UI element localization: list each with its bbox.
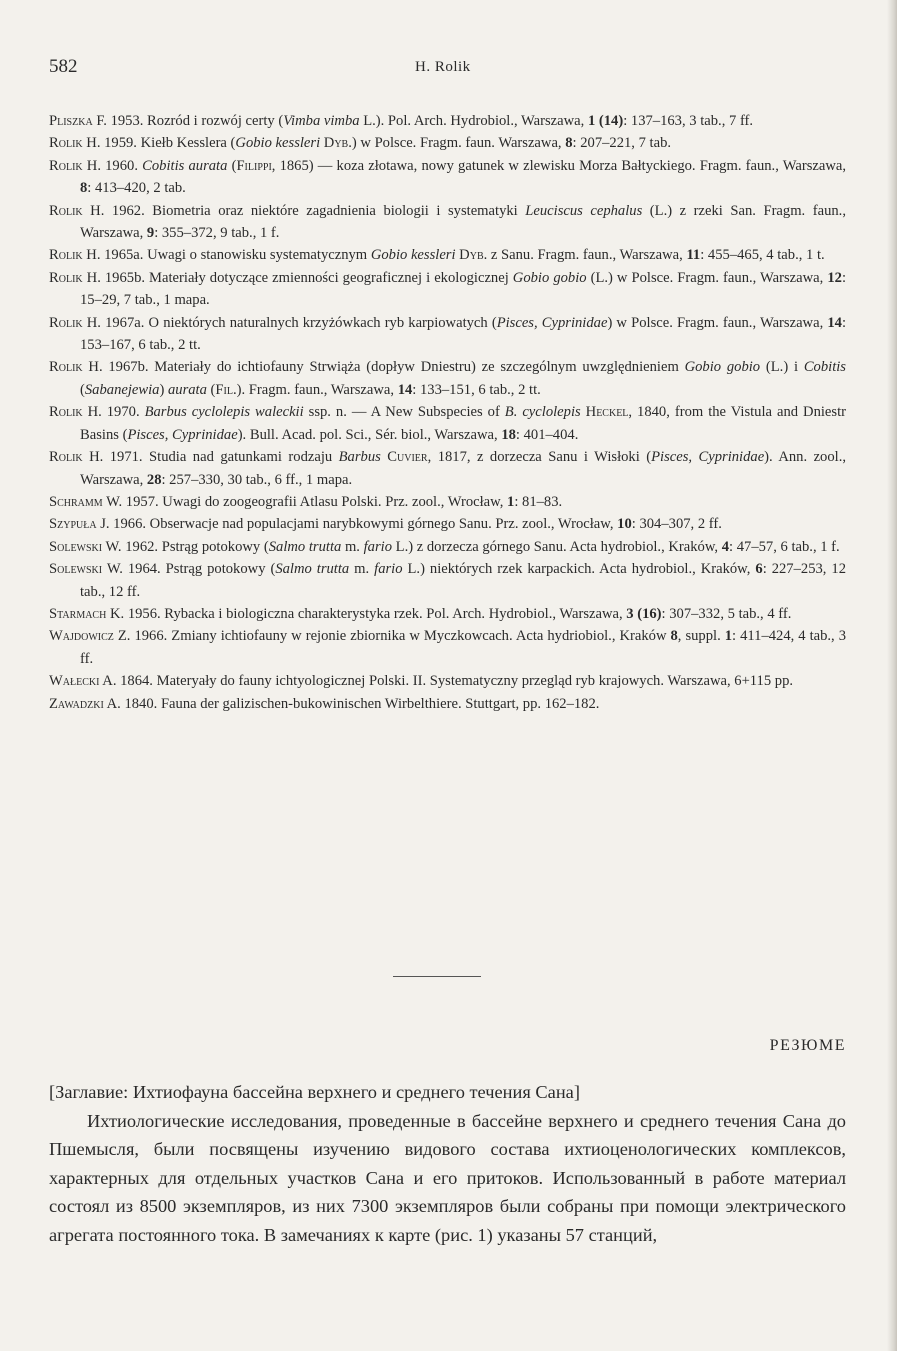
reference-entry: Rolik H. 1960. Cobitis aurata (Filippi, 1865) — koza złotawa, nowy gatunek w zlewisku Morza Bałtyckiego. Fragm. faun., Warszawa, 8: 413–420, 2 tab.: [49, 157, 846, 197]
reference-author: Schramm: [49, 493, 103, 510]
reference-author: Rolik: [49, 404, 83, 421]
reference-author: Rolik: [49, 449, 83, 466]
reference-entry: Solewski W. 1964. Pstrąg potokowy (Salmo trutta m. fario L.) niektórych rzek karpackich. Acta hydrobiol., Kraków, 6: 227–253, 12 tab., 12 ff.: [49, 561, 846, 600]
reference-author: Rolik: [49, 269, 83, 286]
reference-entry: Zawadzki A. 1840. Fauna der galizischen-bukowinischen Wirbelthiere. Stuttgart, pp. 162–182.: [49, 695, 600, 712]
reference-entry: Wajdowicz Z. 1966. Zmiany ichtiofauny w rejonie zbiornika w Myczkowcach. Acta hydriobiol., Kraków 8, suppl. 1: 411–424, 4 tab., 3 ff.: [49, 628, 847, 667]
page-number: 582: [49, 56, 78, 77]
summary-body: Ихтиологические исследования, проведенные в бассейне верхнего и среднего течения Сана до Пшемысля, были посвящены изучению видового состава ихтиоценологических комплексов, характерных для отдельных участков Сана и его притоков. Использованный в работе материал состоял из 8500 экземпляров, из них 7300 экземпляров были собраны при помощи электрического агрегата постоянного тока. В замечаниях к карте (рис. 1) указаны 57 станций,: [49, 1110, 846, 1245]
reference-author: Zawadzki: [49, 695, 104, 712]
reference-entry: Rolik H. 1965b. Materiały dotyczące zmienności geograficznej i ekologicznej Gobio gobio (L.) w Polsce. Fragm. faun., Warszawa, 12: 15–29, 7 tab., 1 mapa.: [49, 269, 846, 309]
reference-entry: Rolik H. 1967a. O niektórych naturalnych krzyżówkach ryb karpiowatych (Pisces, Cyprinidae) w Polsce. Fragm. faun., Warszawa, 14: 153–167, 6 tab., 2 tt.: [49, 314, 847, 354]
reference-author: Rolik: [49, 359, 83, 376]
section-divider: [393, 976, 481, 977]
reference-author: Rolik: [49, 202, 83, 219]
reference-entry: Rolik H. 1970. Barbus cyclolepis waleckii ssp. n. — A New Subspecies of B. cyclolepis Heckel, 1840, from the Vistula and Dniestr Basins (Pisces, Cyprinidae). Bull. Acad. pol. Sci., Sér. biol., Warszawa, 18: 401–404.: [49, 404, 846, 443]
reference-author: Solewski: [49, 538, 103, 555]
reference-author: Szypuła: [49, 516, 97, 533]
reference-author: Starmach: [49, 605, 107, 622]
reference-author: Pliszka: [49, 113, 93, 129]
reference-entry: Rolik H. 1965a. Uwagi o stanowisku systematycznym Gobio kessleri Dyb. z Sanu. Fragm. faun., Warszawa, 11: 455–465, 4 tab., 1 t.: [49, 247, 825, 264]
reference-entry: Rolik H. 1962. Biometria oraz niektóre zagadnienia biologii i systematyki Leuciscus cephalus (L.) z rzeki San. Fragm. faun., Warszawa, 9: 355–372, 9 tab., 1 f.: [49, 202, 846, 242]
reference-author: Wałecki: [49, 673, 100, 690]
reference-entry: Starmach K. 1956. Rybacka i biologiczna charakterystyka rzek. Pol. Arch. Hydrobiol., Warszawa, 3 (16): 307–332, 5 tab., 4 ff.: [49, 605, 792, 622]
reference-author: Solewski: [49, 561, 103, 578]
reference-entry: Pliszka F. 1953. Rozród i rozwój certy (Vimba vimba L.). Pol. Arch. Hydrobiol., Warszawa, 1 (14): 137–163, 3 tab., 7 ff.: [49, 113, 754, 129]
summary-heading: РЕЗЮМЕ: [769, 1037, 846, 1054]
reference-author: Wajdowicz: [49, 628, 114, 645]
reference-entry: Rolik H. 1967b. Materiały do ichtiofauny Strwiąża (dopływ Dniestru) ze szczególnym uwzględnieniem Gobio gobio (L.) i Cobitis (Sabanejewia) aurata (Fil.). Fragm. faun., Warszawa, 14: 133–151, 6 tab., 2 tt.: [49, 359, 846, 398]
summary-title: [Заглавие: Ихтиофауна бассейна верхнего и среднего течения Сана]: [49, 1082, 580, 1102]
page-edge-shadow: [887, 0, 897, 1351]
reference-entry: Solewski W. 1962. Pstrąg potokowy (Salmo trutta m. fario L.) z dorzecza górnego Sanu. Acta hydrobiol., Kraków, 4: 47–57, 6 tab., 1 f.: [49, 538, 840, 555]
page-header: [49, 56, 846, 84]
reference-author: Rolik: [49, 247, 83, 264]
reference-entry: Rolik H. 1971. Studia nad gatunkami rodzaju Barbus Cuvier, 1817, z dorzecza Sanu i Wisłoki (Pisces, Cyprinidae). Ann. zool., Warszawa, 28: 257–330, 30 tab., 6 ff., 1 mapa.: [49, 449, 847, 488]
reference-entry: Wałecki A. 1864. Materyały do fauny ichtyologicznej Polski. II. Systematyczny przegląd ryb krajowych. Warszawa, 6+115 pp.: [49, 673, 794, 690]
reference-entry: Schramm W. 1957. Uwagi do zoogeografii Atlasu Polski. Prz. zool., Wrocław, 1: 81–83.: [49, 493, 563, 510]
reference-author: Rolik: [49, 135, 83, 152]
reference-author: Rolik: [49, 157, 83, 174]
running-title: H. Rolik: [415, 59, 471, 75]
reference-entry: Szypuła J. 1966. Obserwacje nad populacjami narybkowymi górnego Sanu. Prz. zool., Wrocław, 10: 304–307, 2 ff.: [49, 516, 722, 533]
reference-author: Rolik: [49, 314, 83, 331]
reference-entry: Rolik H. 1959. Kiełb Kesslera (Gobio kessleri Dyb.) w Polsce. Fragm. faun. Warszawa, 8: 207–221, 7 tab.: [49, 135, 672, 152]
summary-section: [49, 1078, 846, 1250]
reference-list: [49, 110, 846, 715]
